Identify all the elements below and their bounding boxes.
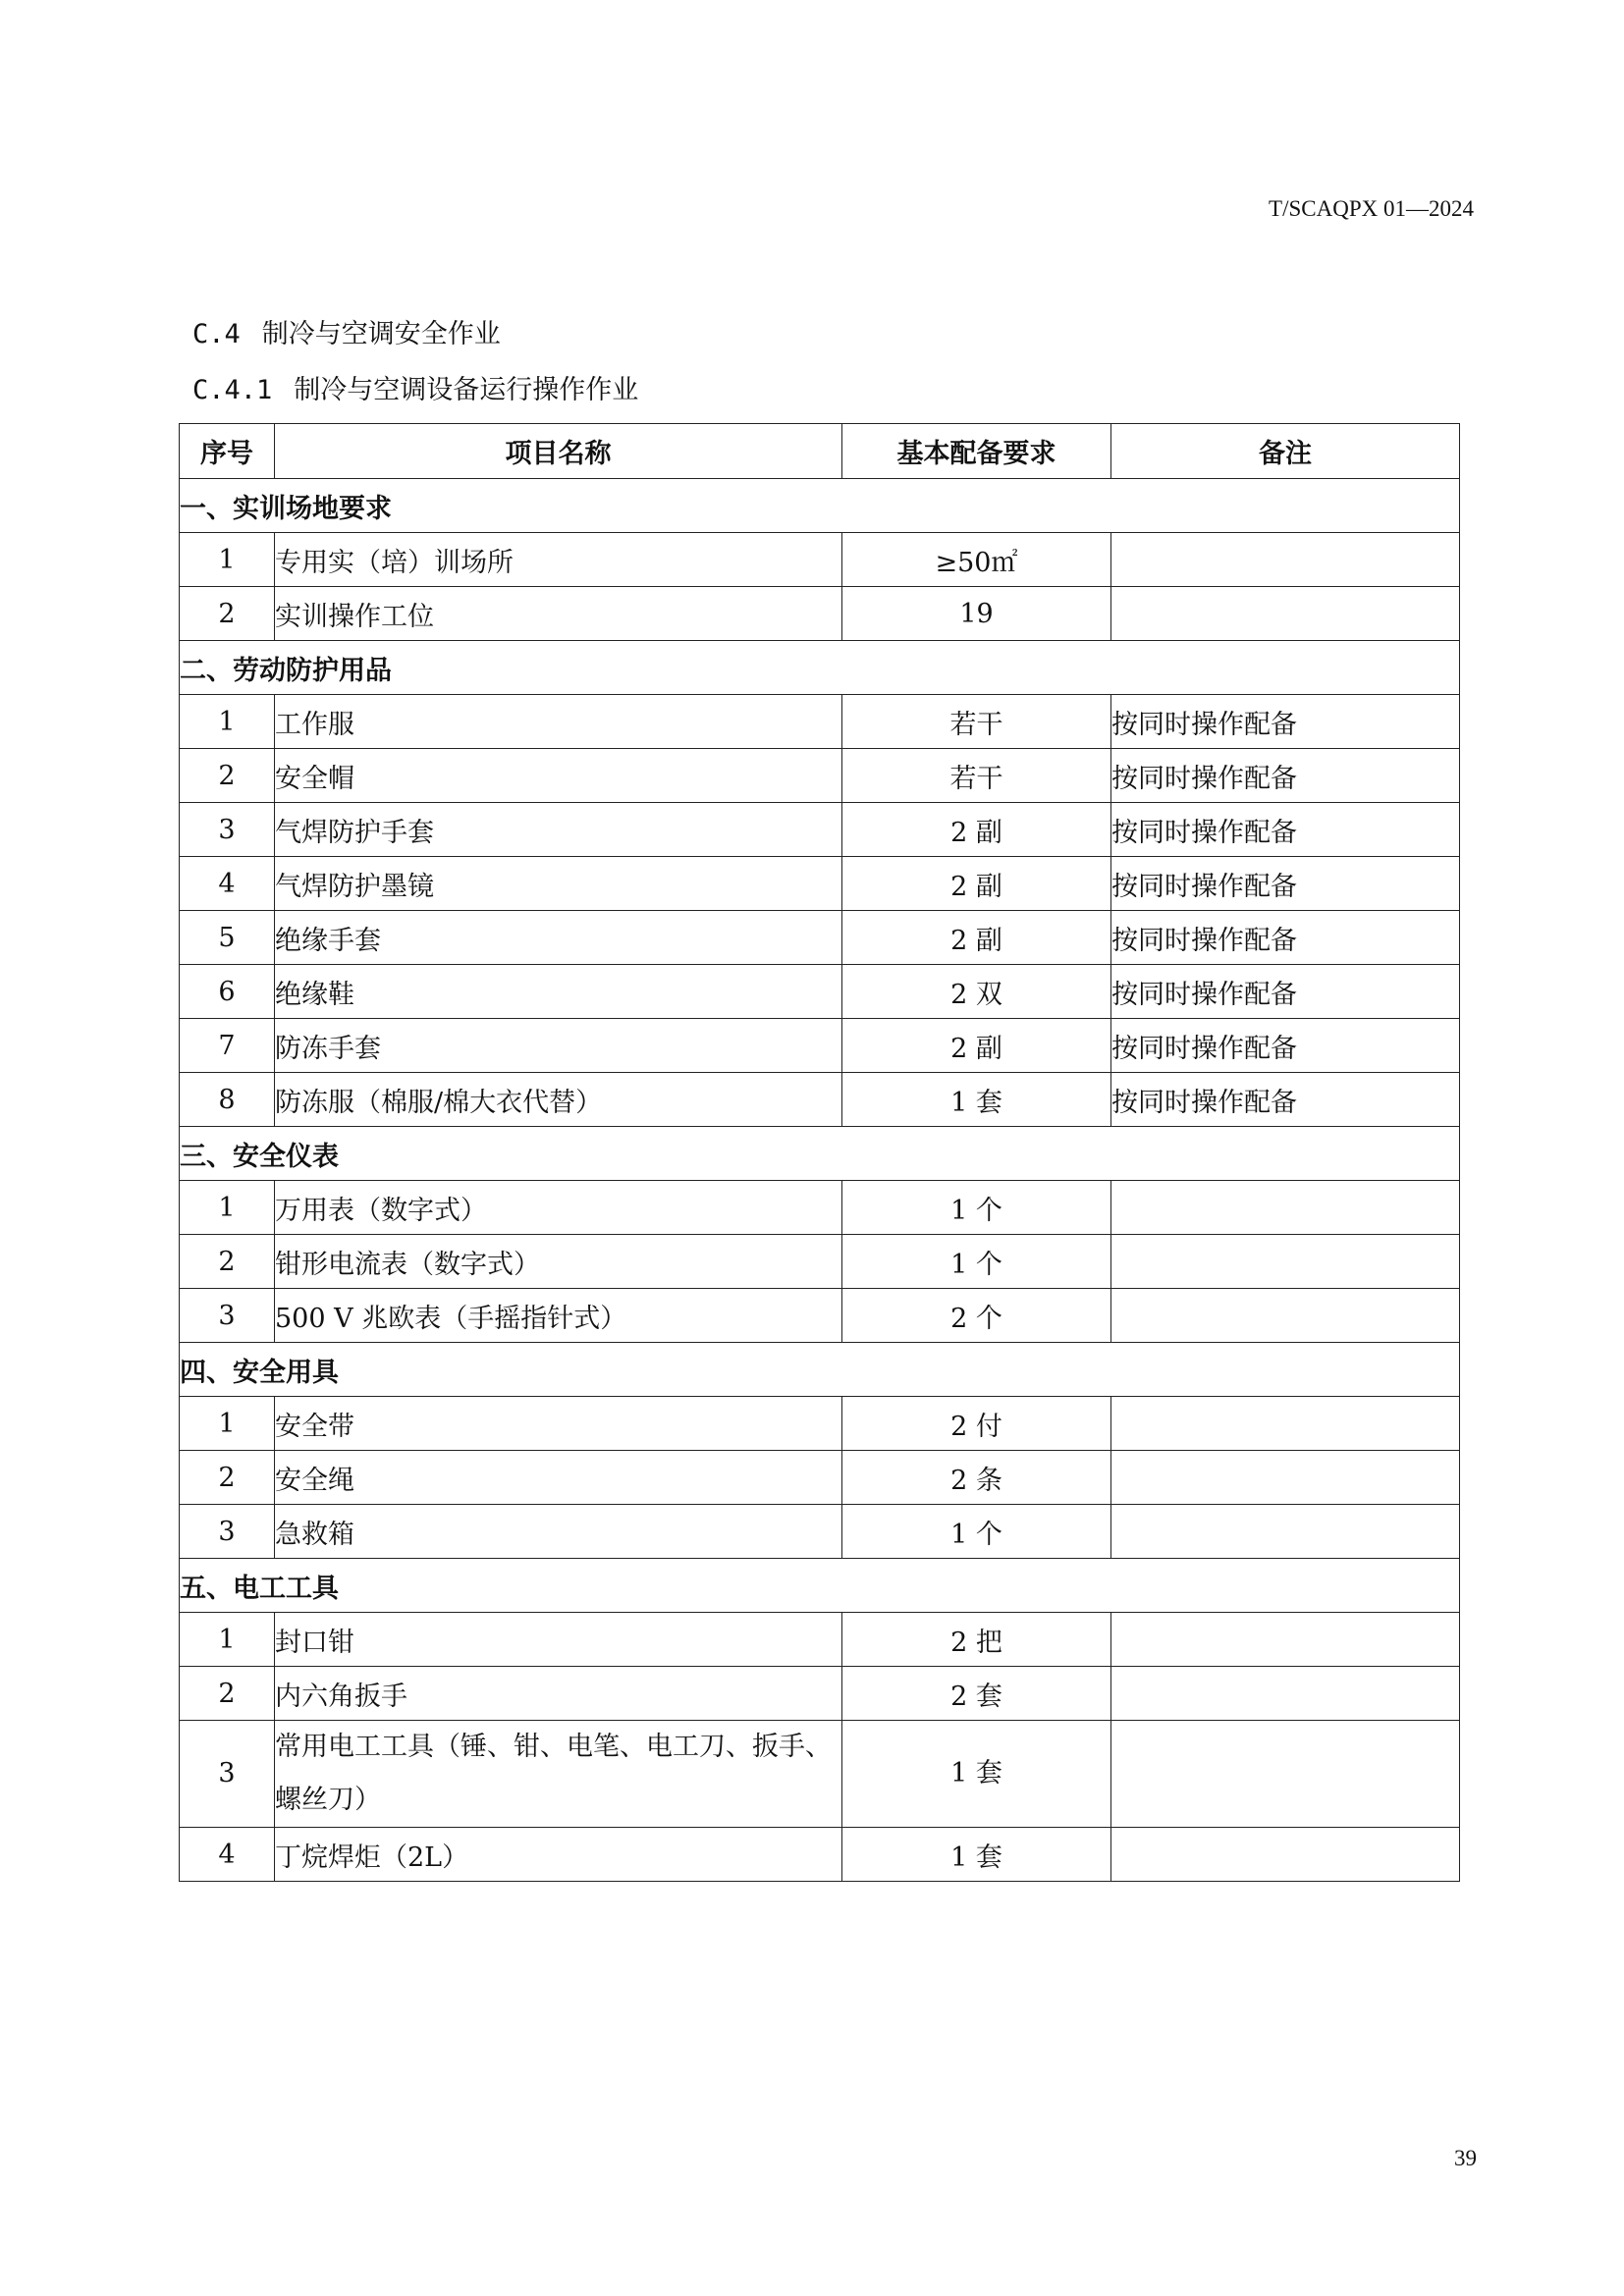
item-requirement: 2 套	[842, 1667, 1111, 1721]
item-requirement: 2 副	[842, 857, 1111, 911]
section-heading-c4	[192, 312, 501, 350]
row-number: 1	[180, 533, 275, 587]
table-row	[180, 1235, 1460, 1289]
item-note: 按同时操作配备	[1111, 1019, 1460, 1073]
row-number: 3	[180, 1721, 275, 1828]
table-row	[180, 587, 1460, 641]
item-name: 内六角扳手	[275, 1667, 842, 1721]
column-header-no: 序号	[180, 424, 275, 479]
item-requirement: 若干	[842, 695, 1111, 749]
item-requirement: 若干	[842, 749, 1111, 803]
row-number: 1	[180, 1397, 275, 1451]
item-name: 丁烷焊炬（2L）	[275, 1828, 842, 1882]
table-row	[180, 695, 1460, 749]
table-row	[180, 533, 1460, 587]
item-note: 按同时操作配备	[1111, 911, 1460, 965]
item-note	[1111, 1181, 1460, 1235]
table-body	[180, 479, 1460, 1882]
item-note	[1111, 1721, 1460, 1828]
row-number: 3	[180, 803, 275, 857]
item-name: 常用电工工具（锤、钳、电笔、电工刀、扳手、螺丝刀）	[275, 1721, 842, 1828]
item-requirement: 1 个	[842, 1181, 1111, 1235]
heading-number: C.4.1	[192, 375, 273, 405]
row-number: 2	[180, 1667, 275, 1721]
section-title: 二、劳动防护用品	[180, 641, 1460, 695]
item-name: 专用实（培）训场所	[275, 533, 842, 587]
item-note	[1111, 1828, 1460, 1882]
item-requirement: 19	[842, 587, 1111, 641]
row-number: 2	[180, 1451, 275, 1505]
row-number: 1	[180, 1613, 275, 1667]
table-row	[180, 857, 1460, 911]
item-note	[1111, 533, 1460, 587]
item-requirement: 2 副	[842, 803, 1111, 857]
item-requirement: 2 条	[842, 1451, 1111, 1505]
item-name: 实训操作工位	[275, 587, 842, 641]
row-number: 5	[180, 911, 275, 965]
column-header-requirement: 基本配备要求	[842, 424, 1111, 479]
table-row	[180, 1289, 1460, 1343]
item-note	[1111, 1397, 1460, 1451]
item-note: 按同时操作配备	[1111, 803, 1460, 857]
row-number: 4	[180, 1828, 275, 1882]
item-requirement: 1 套	[842, 1073, 1111, 1127]
table-header-row	[180, 424, 1460, 479]
item-requirement: 1 个	[842, 1235, 1111, 1289]
heading-number: C.4	[192, 319, 241, 349]
item-name: 封口钳	[275, 1613, 842, 1667]
item-requirement: 1 套	[842, 1721, 1111, 1828]
row-number: 3	[180, 1505, 275, 1559]
section-title: 三、安全仪表	[180, 1127, 1460, 1181]
row-number: 2	[180, 749, 275, 803]
item-note: 按同时操作配备	[1111, 695, 1460, 749]
item-requirement: 2 付	[842, 1397, 1111, 1451]
item-requirement: ≥50㎡	[842, 533, 1111, 587]
table-row	[180, 1505, 1460, 1559]
item-name: 安全带	[275, 1397, 842, 1451]
row-number: 2	[180, 587, 275, 641]
row-number: 3	[180, 1289, 275, 1343]
table-section-row	[180, 1559, 1460, 1613]
table-row	[180, 1721, 1460, 1828]
row-number: 7	[180, 1019, 275, 1073]
item-note: 按同时操作配备	[1111, 749, 1460, 803]
item-note	[1111, 1505, 1460, 1559]
table-section-row	[180, 1127, 1460, 1181]
table-row	[180, 1828, 1460, 1882]
row-number: 1	[180, 1181, 275, 1235]
section-title: 一、实训场地要求	[180, 479, 1460, 533]
item-name: 安全绳	[275, 1451, 842, 1505]
table-row	[180, 803, 1460, 857]
row-number: 2	[180, 1235, 275, 1289]
item-name: 安全帽	[275, 749, 842, 803]
table-row	[180, 1019, 1460, 1073]
section-heading-c41	[192, 368, 638, 406]
item-name: 气焊防护墨镜	[275, 857, 842, 911]
equipment-table	[179, 423, 1460, 1882]
document-code: T/SCAQPX 01—2024	[1269, 196, 1474, 221]
item-name: 绝缘手套	[275, 911, 842, 965]
section-title: 四、安全用具	[180, 1343, 1460, 1397]
item-note	[1111, 1235, 1460, 1289]
table-section-row	[180, 641, 1460, 695]
row-number: 8	[180, 1073, 275, 1127]
table-row	[180, 1181, 1460, 1235]
table-row	[180, 1451, 1460, 1505]
item-note	[1111, 587, 1460, 641]
page-number: 39	[1454, 2146, 1477, 2170]
item-note	[1111, 1667, 1460, 1721]
item-note: 按同时操作配备	[1111, 857, 1460, 911]
column-header-note: 备注	[1111, 424, 1460, 479]
item-name: 工作服	[275, 695, 842, 749]
row-number: 4	[180, 857, 275, 911]
column-header-name: 项目名称	[275, 424, 842, 479]
table-row	[180, 911, 1460, 965]
table-row	[180, 1613, 1460, 1667]
table-section-row	[180, 479, 1460, 533]
item-name: 钳形电流表（数字式）	[275, 1235, 842, 1289]
item-requirement: 2 副	[842, 1019, 1111, 1073]
item-note	[1111, 1451, 1460, 1505]
item-note	[1111, 1289, 1460, 1343]
item-name: 500 V 兆欧表（手摇指针式）	[275, 1289, 842, 1343]
item-note: 按同时操作配备	[1111, 965, 1460, 1019]
item-name: 绝缘鞋	[275, 965, 842, 1019]
heading-title: 制冷与空调安全作业	[261, 319, 501, 349]
heading-title: 制冷与空调设备运行操作作业	[294, 375, 639, 405]
item-name: 防冻手套	[275, 1019, 842, 1073]
table-row	[180, 1397, 1460, 1451]
item-requirement: 1 个	[842, 1505, 1111, 1559]
table-section-row	[180, 1343, 1460, 1397]
table-row	[180, 1667, 1460, 1721]
table-row	[180, 749, 1460, 803]
item-name: 急救箱	[275, 1505, 842, 1559]
row-number: 1	[180, 695, 275, 749]
item-note: 按同时操作配备	[1111, 1073, 1460, 1127]
table-row	[180, 965, 1460, 1019]
item-requirement: 2 把	[842, 1613, 1111, 1667]
section-title: 五、电工工具	[180, 1559, 1460, 1613]
item-requirement: 2 副	[842, 911, 1111, 965]
item-name: 万用表（数字式）	[275, 1181, 842, 1235]
item-name: 防冻服（棉服/棉大衣代替）	[275, 1073, 842, 1127]
table-row	[180, 1073, 1460, 1127]
item-requirement: 2 双	[842, 965, 1111, 1019]
item-name: 气焊防护手套	[275, 803, 842, 857]
item-note	[1111, 1613, 1460, 1667]
item-requirement: 2 个	[842, 1289, 1111, 1343]
item-requirement: 1 套	[842, 1828, 1111, 1882]
row-number: 6	[180, 965, 275, 1019]
